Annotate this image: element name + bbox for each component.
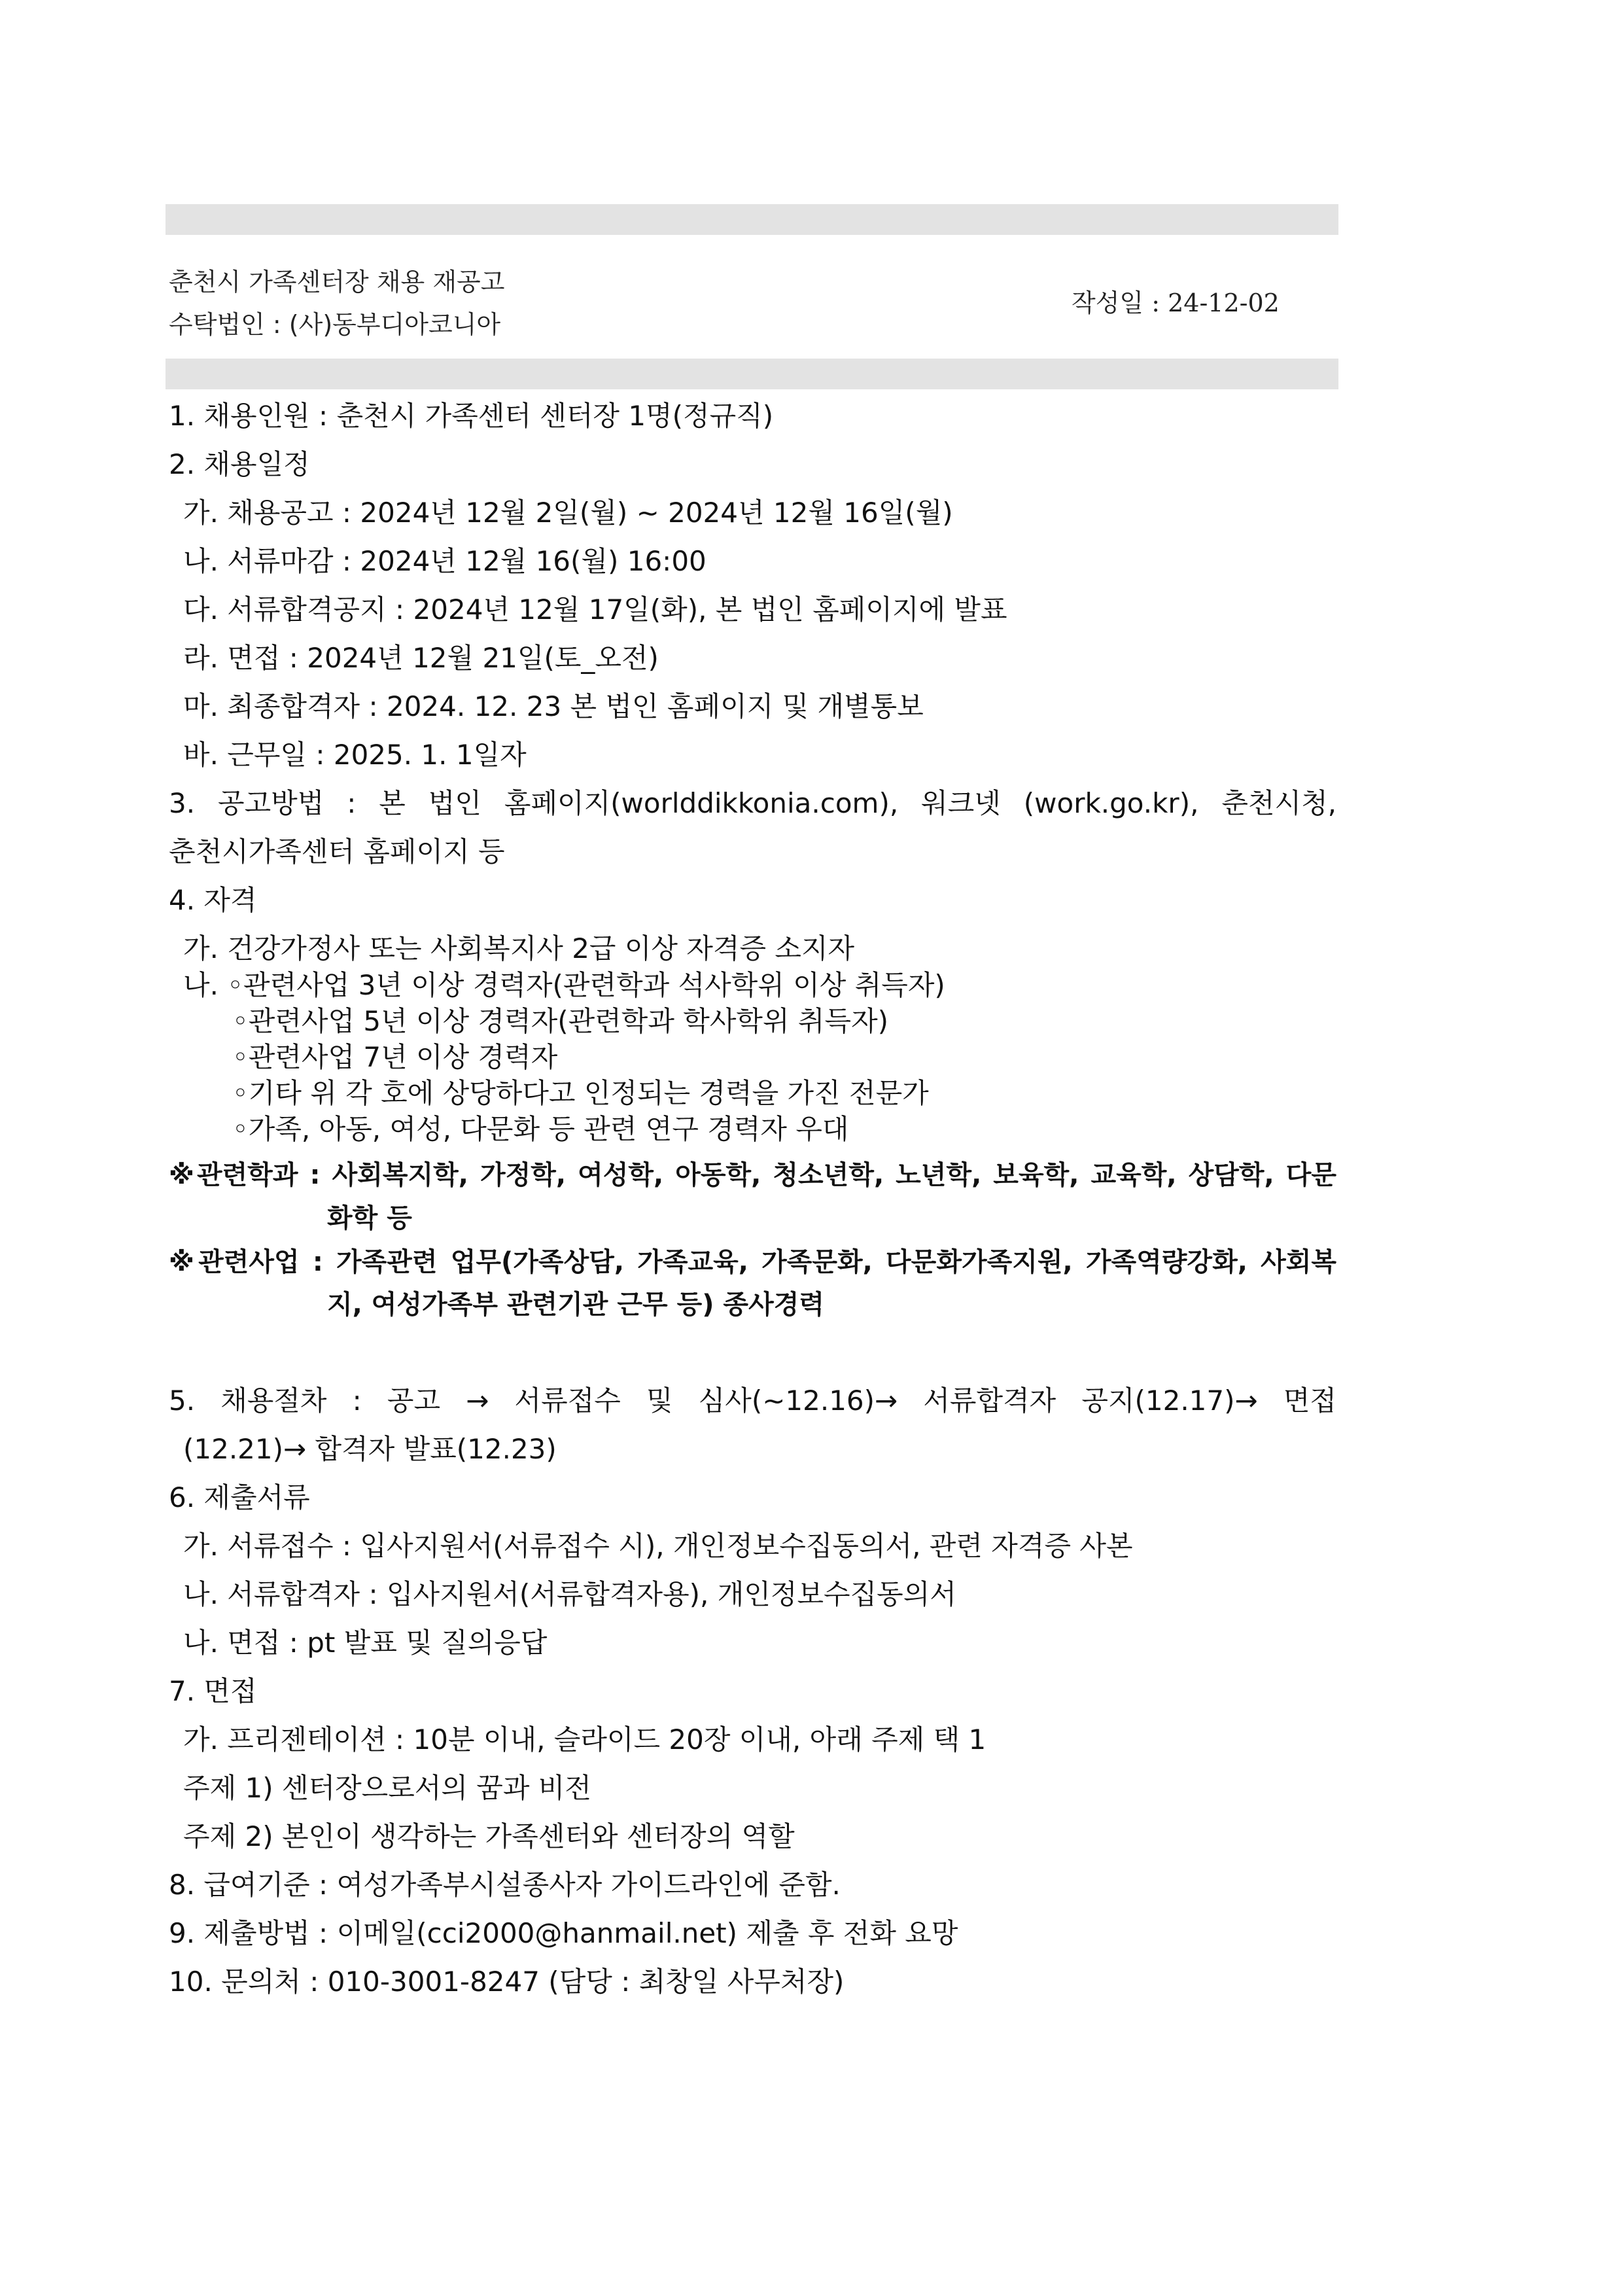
item-4a: 가. 건강가정사 또는 사회복지사 2급 이상 자격증 소지자 <box>183 932 855 964</box>
note-related-majors-cont: 화학 등 <box>327 1203 412 1233</box>
item-3: 3. 공고방법 : 본 법인 홈페이지(worlddikkonia.com), 워크넷 (work.go.kr), 춘천시청, <box>169 787 1336 819</box>
item-2d: 라. 면접 : 2024년 12월 21일(토_오전) <box>183 642 659 674</box>
item-2e: 마. 최종합격자 : 2024. 12. 23 본 법인 홈페이지 및 개별통보 <box>183 690 924 722</box>
item-2f: 바. 근무일 : 2025. 1. 1일자 <box>183 739 527 771</box>
item-6a: 가. 서류접수 : 입사지원서(서류접수 시), 개인정보수집동의서, 관련 자격증 사본 <box>183 1530 1133 1562</box>
date-line: 작성일 : 24-12-02 <box>1072 289 1280 317</box>
header-top-bar <box>166 204 1338 235</box>
item-2c: 다. 서류합격공지 : 2024년 12월 17일(화), 본 법인 홈페이지에 발표 <box>183 593 1007 626</box>
item-3-cont: 춘천시가족센터 홈페이지 등 <box>169 836 505 868</box>
item-8: 8. 급여기준 : 여성가족부시설종사자 가이드라인에 준함. <box>169 1869 841 1901</box>
item-10: 10. 문의처 : 010-3001-8247 (담당 : 최창일 사무처장) <box>169 1966 845 1998</box>
item-6b: 나. 서류합격자 : 입사지원서(서류합격자용), 개인정보수집동의서 <box>183 1578 956 1610</box>
header-bottom-bar <box>166 359 1338 389</box>
note-related-majors: ※관련학과 : 사회복지학, 가정학, 여성학, 아동학, 청소년학, 노년학, 보육학, 교육학, 상담학, 다문 <box>169 1160 1336 1190</box>
item-2a: 가. 채용공고 : 2024년 12월 2일(월) ~ 2024년 12월 16일(월) <box>183 497 953 529</box>
notice-title: 춘천시 가족센터장 채용 재공고 <box>169 268 505 296</box>
note-related-work-cont: 지, 여성가족부 관련기관 근무 등) 종사경력 <box>327 1290 824 1320</box>
item-4: 4. 자격 <box>169 884 257 916</box>
item-6: 6. 제출서류 <box>169 1481 310 1513</box>
item-4c: ◦관련사업 5년 이상 경력자(관련학과 학사학위 취득자) <box>232 1005 889 1037</box>
item-2: 2. 채용일정 <box>169 448 310 480</box>
item-4e: ◦기타 위 각 호에 상당하다고 인정되는 경력을 가진 전문가 <box>232 1077 929 1109</box>
item-7a: 가. 프리젠테이션 : 10분 이내, 슬라이드 20장 이내, 아래 주제 택 1 <box>183 1723 986 1756</box>
trustee-line: 수탁법인 : (사)동부디아코니아 <box>169 310 501 339</box>
item-2b: 나. 서류마감 : 2024년 12월 16(월) 16:00 <box>183 545 707 577</box>
item-4d: ◦관련사업 7년 이상 경력자 <box>232 1041 558 1073</box>
item-4b: 나. ◦관련사업 3년 이상 경력자(관련학과 석사학위 이상 취득자) <box>183 969 945 1001</box>
item-7c: 주제 2) 본인이 생각하는 가족센터와 센터장의 역할 <box>183 1820 795 1852</box>
item-5-cont: (12.21)→ 합격자 발표(12.23) <box>183 1433 557 1465</box>
item-9: 9. 제출방법 : 이메일(cci2000@hanmail.net) 제출 후 전화 요망 <box>169 1917 958 1949</box>
note-related-work: ※관련사업 : 가족관련 업무(가족상담, 가족교육, 가족문화, 다문화가족지원, 가족역량강화, 사회복 <box>169 1247 1336 1277</box>
item-5: 5. 채용절차 : 공고 → 서류접수 및 심사(~12.16)→ 서류합격자 공지(12.17)→ 면접 <box>169 1385 1336 1417</box>
item-4f: ◦가족, 아동, 여성, 다문화 등 관련 연구 경력자 우대 <box>232 1113 849 1145</box>
item-7b: 주제 1) 센터장으로서의 꿈과 비전 <box>183 1772 591 1804</box>
item-7: 7. 면접 <box>169 1675 257 1707</box>
item-1: 1. 채용인원 : 춘천시 가족센터 센터장 1명(정규직) <box>169 400 774 432</box>
item-6c: 나. 면접 : pt 발표 및 질의응답 <box>183 1627 548 1659</box>
